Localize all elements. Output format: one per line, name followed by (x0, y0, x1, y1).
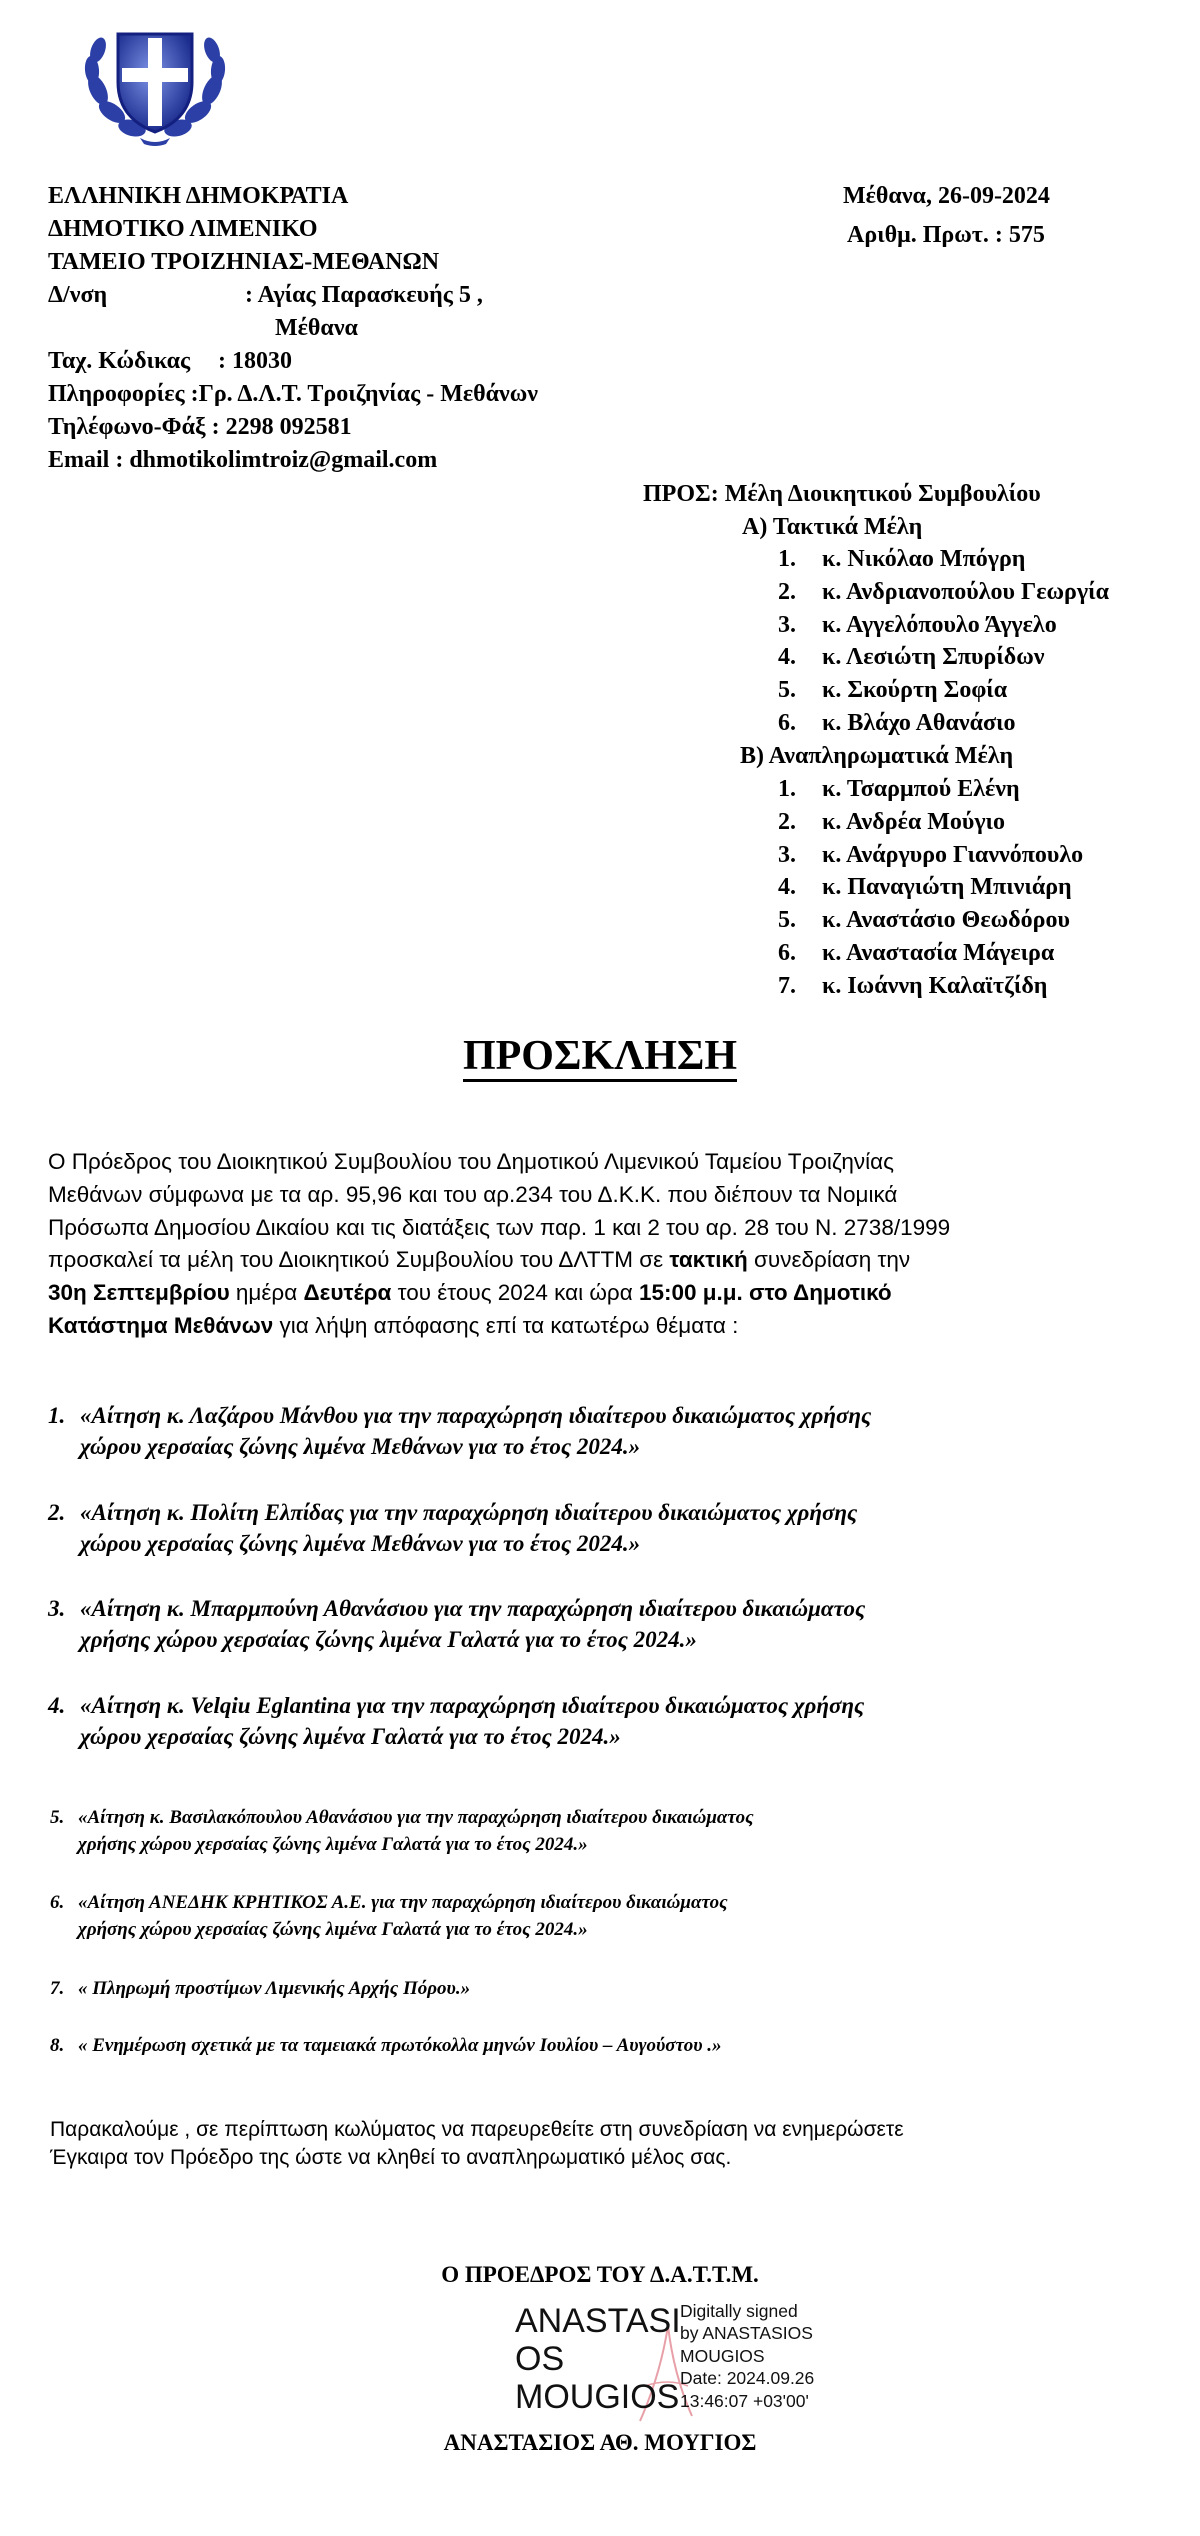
list-item: 3. κ. Ανάργυρο Γιαννόπουλο (778, 841, 1084, 868)
closing-line: Έγκαιρα τον Πρόεδρο της ώστε να κληθεί το αναπληρωματικό μέλος σας. (50, 2146, 732, 2169)
recipients-to (643, 478, 1041, 511)
list-item: 5. κ. Σκούρτη Σοφία (778, 677, 1008, 704)
alternate-members-list (778, 773, 1083, 1003)
postal-label: Ταχ. Κώδικας (48, 348, 191, 374)
list-item: 2. κ. Ανδριανοπούλου Γεωργία (778, 578, 1109, 605)
list-item: 6. κ. Αναστασία Μάγειρα (778, 939, 1055, 966)
body-line: 30η Σεπτεμβρίου ημέρα Δευτέρα του έτους 2024 και ώρα 15:00 μ.μ. στο Δημοτικό (48, 1280, 892, 1306)
signature-details: Digitally signed by ANASTASIOS MOUGIOS Date: 2024.09.26 13:46:07 +03'00' (680, 2301, 815, 2411)
closing-paragraph (50, 2116, 904, 2172)
signature-heading: Ο ΠΡΟΕΔΡΟΣ ΤΟΥ Δ.Α.Τ.Τ.Μ. (441, 2262, 759, 2287)
signer-name: ΑΝΑΣΤΑΣΙΟΣ ΑΘ. ΜΟΥΓΙΟΣ (443, 2430, 757, 2455)
address-city: Μέθανα (275, 315, 358, 341)
date-line: Μέθανα, 26-09-2024 (843, 183, 1050, 209)
postal-value: : 18030 (218, 348, 292, 374)
to-label: ΠΡΟΣ: (643, 481, 719, 507)
document-title: ΠΡΟΣΚΛΗΣΗ (0, 1032, 1200, 1080)
protocol-line: Αριθμ. Πρωτ. : 575 (847, 222, 1045, 248)
body-line: προσκαλεί τα μέλη του Διοικητικού Συμβουλίου του ΔΛΤΤΜ σε τακτική συνεδρίαση την (48, 1247, 911, 1273)
greek-coat-of-arms-icon (78, 20, 232, 146)
alternate-members-heading: Β) Αναπληρωματικά Μέλη (740, 743, 1014, 769)
list-item: 1. κ. Νικόλαο Μπόγρη (778, 546, 1026, 572)
header-org-line: ΔΗΜΟΤΙΚΟ ΛΙΜΕΝΙΚΟ (48, 216, 318, 242)
address-label: Δ/νση (48, 282, 108, 308)
body-line: Κατάστημα Μεθάνων για λήψη απόφασης επί τα κατωτέρω θέματα : (48, 1312, 739, 1338)
regular-members-list (778, 543, 1109, 740)
regular-members-heading: Α) Τακτικά Μέλη (742, 514, 923, 540)
list-item: 4. κ. Παναγιώτη Μπινιάρη (778, 874, 1072, 901)
email-line: Email : dhmotikolimtroiz@gmail.com (48, 447, 438, 473)
list-item: 5. κ. Αναστάσιο Θεωδόρου (778, 907, 1070, 934)
list-item: 1. κ. Τσαρμπού Ελένη (778, 776, 1020, 802)
body-line: Ο Πρόεδρος του Διοικητικού Συμβουλίου του Δημοτικού Λιμενικού Ταμείου Τροιζηνίας (48, 1149, 894, 1174)
list-item: 3. κ. Αγγελόπουλο Άγγελο (778, 611, 1057, 638)
list-item: 6. κ. Βλάχο Αθανάσιο (778, 709, 1016, 736)
digital-signature (515, 2288, 875, 2428)
header-org-line: ΕΛΛΗΝΙΚΗ ΔΗΜΟΚΡΑΤΙΑ (48, 183, 349, 209)
body-line: Πρόσωπα Δημοσίου Δικαίου και τις διατάξεις των παρ. 1 και 2 του αρ. 28 του Ν. 2738/1999 (48, 1214, 951, 1240)
list-item: 4. κ. Λεσιώτη Σπυρίδων (778, 644, 1045, 671)
list-item: 2. κ. Ανδρέα Μούγιο (778, 808, 1005, 835)
header-org-line: ΤΑΜΕΙΟ ΤΡΟΙΖΗΝΙΑΣ-ΜΕΘΑΝΩΝ (48, 249, 440, 275)
list-item: 7. κ. Ιωάννη Καλαϊτζίδη (778, 972, 1048, 999)
info-line: Πληροφορίες :Γρ. Δ.Λ.Τ. Τροιζηνίας - Μεθάνων (48, 381, 539, 407)
closing-line: Παρακαλούμε , σε περίπτωση κωλύματος να παρευρεθείτε στη συνεδρίαση να ενημερώσετε (50, 2118, 904, 2141)
signer-name-large: ANASTASI OS MOUGIOS (515, 2302, 681, 2416)
address-value: : Αγίας Παρασκευής 5 , (245, 282, 483, 308)
invitation-body (48, 1146, 1128, 1343)
phone-line: Τηλέφωνο-Φάξ : 2298 092581 (48, 414, 352, 440)
to-value: Μέλη Διοικητικού Συμβουλίου (724, 481, 1041, 507)
body-line: Μεθάνων σύμφωνα με τα αρ. 95,96 και του αρ.234 του Δ.Κ.Κ. που διέπουν τα Νομικά (48, 1181, 898, 1207)
